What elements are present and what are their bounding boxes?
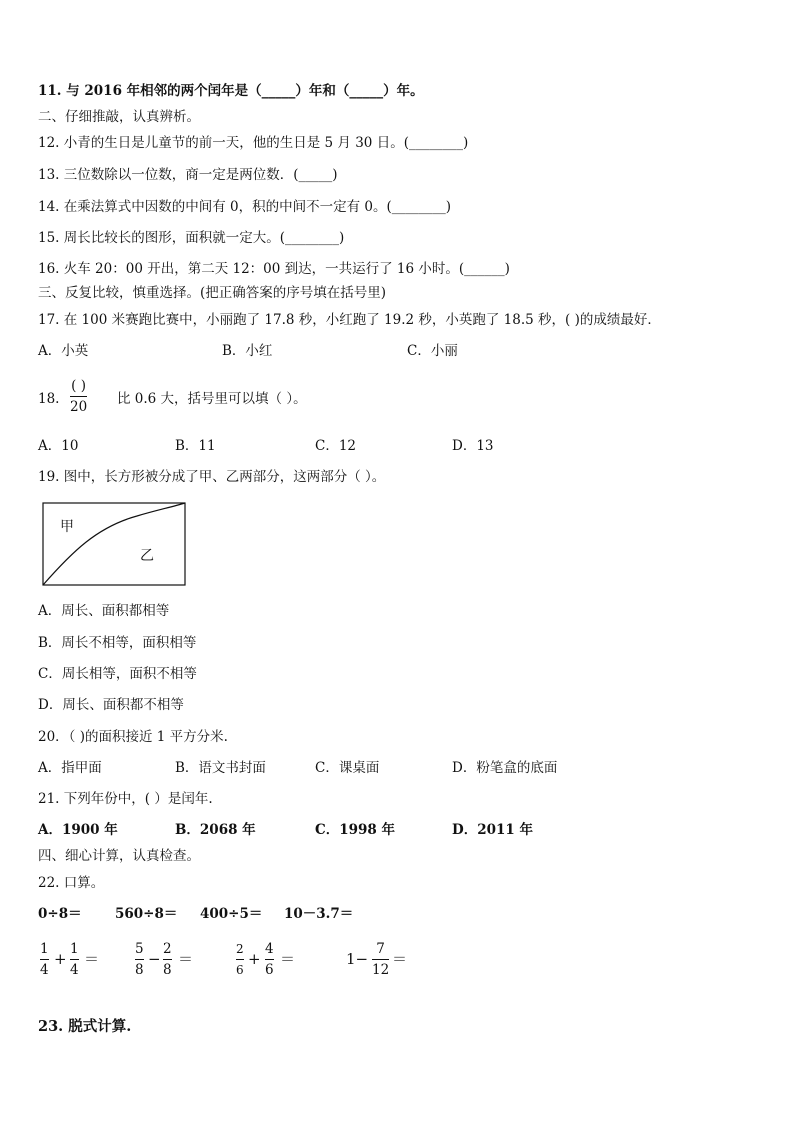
fraction-denominator: 8 <box>163 962 172 978</box>
fraction-numerator: 2 <box>236 942 244 956</box>
fraction-bar <box>236 959 244 960</box>
fraction-denominator: 8 <box>135 962 144 978</box>
fraction-bar <box>135 959 144 960</box>
fraction-numerator: 4 <box>265 941 274 957</box>
question-18-text: 比 0.6 大，括号里可以填（ ）。 <box>117 391 307 407</box>
question-17: 17. 在 100 米赛跑比赛中，小丽跑了 17.8 秒，小红跑了 19.2 秒，小英跑了 18.5 秒，( )的成绩最好． <box>38 312 661 328</box>
question-18-number: 18. <box>38 391 60 407</box>
q22-frac2-op: − <box>148 950 161 968</box>
question-16: 16. 火车 20：00 开出，第二天 12：00 到达，一共运行了 16 小时。(______) <box>38 261 510 277</box>
fraction-bar <box>70 396 87 397</box>
fraction-numerator: 1 <box>70 941 79 957</box>
section-2-heading: 二、仔细推敲，认真辨析。 <box>38 109 200 125</box>
q21-option-b: B．2068 年 <box>175 822 256 838</box>
q17-option-c: C．小丽 <box>407 343 458 359</box>
q19-rectangle-figure <box>42 502 187 588</box>
q20-option-d: D．粉笔盒的底面 <box>452 760 558 776</box>
q22-frac3-op: + <box>248 950 261 968</box>
q18-fraction-denominator: 20 <box>70 399 88 415</box>
q22-frac1-eq: ＝ <box>84 950 100 968</box>
question-20: 20．（ )的面积接近 1 平方分米. <box>38 729 228 745</box>
q18-fraction-numerator: ( ) <box>71 378 86 394</box>
question-19: 19. 图中，长方形被分成了甲、乙两部分，这两部分（ ）。 <box>38 469 386 485</box>
q22-frac4-b <box>372 941 389 978</box>
q17-option-b: B．小红 <box>222 343 273 359</box>
fraction-denominator: 4 <box>40 962 49 978</box>
fraction-denominator: 6 <box>265 962 274 978</box>
fraction-bar <box>372 959 389 960</box>
fraction-bar <box>265 959 274 960</box>
question-13: 13. 三位数除以一位数，商一定是两位数．(_____) <box>38 167 338 183</box>
q22-frac2-a <box>135 941 144 978</box>
fraction-denominator: 4 <box>70 962 79 978</box>
q17-option-a: A．小英 <box>38 343 89 359</box>
figure-curve <box>43 503 185 585</box>
q20-option-a: A．指甲面 <box>38 760 102 776</box>
q22-frac3-eq: ＝ <box>280 950 296 968</box>
q18-option-b: B．11 <box>175 438 216 454</box>
q19-option-c: C．周长相等，面积不相等 <box>38 666 197 682</box>
q22-frac3-b <box>265 941 274 978</box>
q22-frac2-eq: ＝ <box>178 950 194 968</box>
fraction-numerator: 2 <box>163 941 172 957</box>
figure-label-yi: 乙 <box>140 548 154 564</box>
q22-frac1-b <box>70 941 79 978</box>
q22-frac3-a <box>236 941 244 978</box>
figure-label-jia: 甲 <box>60 519 74 535</box>
q21-option-c: C．1998 年 <box>315 822 396 838</box>
q22-frac2-b <box>163 941 172 978</box>
fraction-numerator: 1 <box>40 941 49 957</box>
fraction-numerator: 7 <box>376 941 385 957</box>
q18-option-a: A．10 <box>38 438 79 454</box>
figure-rectangle <box>43 503 185 585</box>
fraction-bar <box>70 959 79 960</box>
question-23: 23. 脱式计算. <box>38 1018 132 1035</box>
q21-option-a: A．1900 年 <box>38 822 118 838</box>
q18-fraction <box>70 378 87 415</box>
q22-frac1-a <box>40 941 49 978</box>
question-12: 12. 小青的生日是儿童节的前一天，他的生日是 5 月 30 日。(________) <box>38 135 469 151</box>
q20-option-b: B．语文书封面 <box>175 760 266 776</box>
q22-frac4-eq: ＝ <box>392 950 408 968</box>
q18-option-c: C．12 <box>315 438 357 454</box>
section-3-heading: 三、反复比较，慎重选择。(把正确答案的序号填在括号里) <box>38 285 387 301</box>
question-15: 15. 周长比较长的图形，面积就一定大。(________) <box>38 230 345 246</box>
question-22: 22. 口算。 <box>38 875 105 891</box>
section-4-heading: 四、细心计算，认真检查。 <box>38 848 200 864</box>
fraction-numerator: 5 <box>135 941 144 957</box>
q20-option-c: C．课桌面 <box>315 760 380 776</box>
q22-expr-3: 400÷5＝ <box>200 906 263 922</box>
q22-expr-1: 0÷8＝ <box>38 906 82 922</box>
q22-expr-2: 560÷8＝ <box>115 906 178 922</box>
question-14: 14. 在乘法算式中因数的中间有 0，积的中间不一定有 0。(________) <box>38 199 452 215</box>
q18-option-d: D．13 <box>452 438 494 454</box>
q19-option-d: D．周长、面积都不相等 <box>38 697 184 713</box>
question-21: 21. 下列年份中，( ）是闰年. <box>38 791 213 807</box>
question-11: 11. 与 2016 年相邻的两个闰年是（_____）年和（_____）年。 <box>38 83 424 99</box>
q19-option-a: A．周长、面积都相等 <box>38 603 170 619</box>
q22-frac1-op: + <box>54 950 67 968</box>
fraction-bar <box>163 959 172 960</box>
fraction-denominator: 12 <box>372 962 390 978</box>
q21-option-d: D．2011 年 <box>452 822 533 838</box>
q19-option-b: B．周长不相等，面积相等 <box>38 635 197 651</box>
q22-frac4-lead: 1− <box>346 950 369 968</box>
q22-expr-4: 10－3.7＝ <box>284 906 354 922</box>
fraction-denominator: 6 <box>236 963 244 977</box>
fraction-bar <box>40 959 49 960</box>
